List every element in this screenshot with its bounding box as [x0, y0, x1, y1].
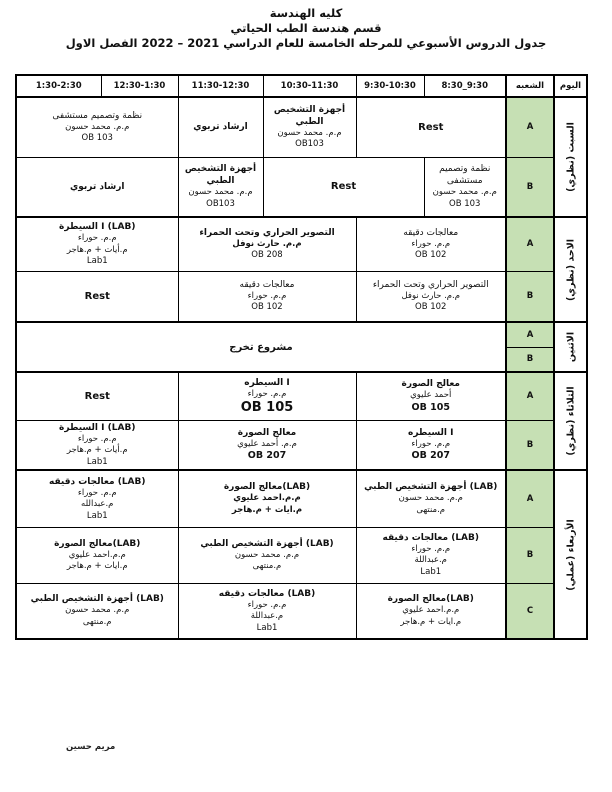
schedule-row [16, 470, 587, 527]
course-cell [356, 217, 506, 271]
section-cell: A [506, 372, 554, 420]
day-label: السبت (نظري) [565, 122, 576, 192]
course-detail: OB 102 [251, 302, 283, 313]
course-title: معالج الصورة(LAB) [223, 482, 311, 493]
time-header: 10:30-11:30 [263, 75, 356, 97]
schedule-row [16, 271, 587, 322]
course-detail: OB 102 [415, 302, 447, 313]
course-cell [16, 157, 178, 217]
project-label: مشروع تخرج [229, 341, 293, 353]
course-detail: م.أيات + م.هاجر [66, 445, 128, 456]
cell-content [17, 290, 178, 303]
course-detail: OB 103 [81, 133, 113, 144]
schedule-table [15, 74, 588, 640]
day-header: اليوم [554, 75, 587, 97]
day-cell [554, 372, 587, 470]
course-cell [356, 271, 506, 322]
course-detail: م.م. حوراء [77, 487, 117, 498]
course-title: التصوير الحراري وتحت الحمراء [199, 227, 335, 238]
day-label: الاثنين [565, 331, 576, 363]
course-detail: م.م. حارث نوفل [401, 290, 461, 301]
rest-label: Rest [84, 390, 110, 402]
section-cell: A [506, 322, 554, 347]
course-title: أجهزة التشخيص الطبي (LAB) [200, 538, 334, 549]
cell-content [17, 341, 505, 354]
course-cell [356, 470, 506, 527]
course-detail: OB 103 [449, 198, 481, 209]
cell-content [264, 103, 356, 152]
cell-content [17, 592, 178, 629]
course-detail: م.م. حوراء [411, 543, 451, 554]
course-cell [16, 527, 178, 583]
course-title: أجهزة التشخيص الطبي [184, 164, 257, 187]
section-cell: A [506, 217, 554, 271]
section-cell: B [506, 527, 554, 583]
time-header: 11:30-12:30 [178, 75, 263, 97]
course-title: معالج الصورة(LAB) [54, 538, 141, 549]
cell-content [357, 480, 506, 517]
course-cell [178, 217, 356, 271]
cell-content [17, 475, 178, 524]
course-title: معالجات دقيقه [239, 279, 295, 290]
course-room: OB 207 [247, 450, 287, 462]
course-cell [424, 157, 506, 217]
course-detail: م.م. حوراء [77, 233, 117, 244]
course-detail: م.م. حوراء [247, 388, 287, 399]
rest-label: Rest [84, 290, 110, 302]
course-detail: م.ايات + م.هاجر [400, 616, 462, 627]
cell-content [179, 120, 263, 134]
day-cell [554, 97, 587, 217]
schedule-row [16, 527, 587, 583]
course-detail: م.م. محمد حسون [398, 493, 463, 504]
section-cell: A [506, 97, 554, 157]
course-cell [263, 97, 356, 157]
cell-content [425, 162, 506, 211]
course-title: نظمة وتصميم مستشفى [439, 164, 491, 187]
day-label: الأربعاء (عملي) [565, 518, 576, 591]
course-cell [178, 527, 356, 583]
course-title: السيطرة I (LAB) [59, 422, 136, 433]
course-title: أجهزة التشخيص الطبي [273, 104, 346, 127]
course-detail: م.م. حوراء [411, 438, 451, 449]
course-cell [178, 470, 356, 527]
rest-label: Rest [330, 181, 357, 193]
day-label: الثلاثاء (نظري) [565, 386, 576, 456]
course-detail: Lab1 [86, 256, 108, 267]
schedule-row [16, 217, 587, 271]
cell-content [179, 376, 356, 417]
course-detail: أحمد عليوي [410, 390, 452, 401]
course-detail: م.م. محمد حسون [234, 549, 300, 560]
course-title: التصوير الحراري وتحت الحمراء [372, 279, 489, 290]
cell-content [179, 426, 356, 464]
schedule-row [16, 97, 587, 157]
course-detail: م.منتهى [416, 504, 446, 515]
course-detail: م.م. محمد حسون [65, 121, 130, 132]
course-cell [16, 470, 178, 527]
cell-content [17, 220, 178, 269]
course-detail: م.م. محمد حسون [432, 187, 497, 198]
course-room: OB 105 [411, 401, 450, 413]
rest-cell [16, 271, 178, 322]
section-cell: B [506, 420, 554, 470]
time-header: 12:30-1:30 [101, 75, 178, 97]
course-detail: Lab1 [86, 510, 108, 521]
course-cell [356, 527, 506, 583]
course-cell [356, 372, 506, 420]
department-title: قسم هندسة الطب الحياتي [230, 21, 382, 35]
course-cell [178, 372, 356, 420]
course-detail: Lab1 [256, 622, 278, 633]
course-room: OB 105 [240, 400, 294, 416]
course-detail: م.أيات + م.هاجر [66, 244, 128, 255]
course-title: معالج الصورة [401, 379, 460, 390]
section-header: الشعبه [506, 75, 554, 97]
time-header: 8:30_9:30 [424, 75, 506, 97]
schedule-row [16, 420, 587, 470]
course-title: معالجات دقيقه (LAB) [382, 532, 479, 543]
course-detail: Lab1 [420, 566, 442, 577]
schedule-row [16, 372, 587, 420]
cell-content [357, 121, 506, 134]
cell-content [179, 480, 356, 517]
course-detail: م.م. أحمد عليوي [237, 438, 297, 449]
course-detail: م.عبدالله [81, 499, 114, 510]
day-cell [554, 217, 587, 322]
cell-content [179, 226, 356, 263]
cell-content [357, 278, 506, 315]
course-detail: OB 102 [415, 250, 447, 261]
cell-content [179, 278, 356, 315]
rest-cell [16, 372, 178, 420]
course-detail: OB103 [295, 139, 324, 150]
day-cell [554, 322, 587, 372]
course-cell [178, 271, 356, 322]
course-detail: م.م. حوراء [247, 599, 287, 610]
course-cell [178, 420, 356, 470]
course-title: أجهزة التشخيص الطبي (LAB) [30, 594, 164, 605]
course-cell [178, 97, 263, 157]
course-detail: م.م. محمد حسون [277, 127, 342, 138]
course-title: معالجات دقيقه (LAB) [218, 588, 316, 599]
section-cell: B [506, 347, 554, 372]
schedule-row [16, 157, 587, 217]
course-room: OB 207 [411, 450, 450, 462]
cell-content [17, 537, 178, 574]
cell-content [357, 592, 506, 629]
course-title: ارشاد تربوي [70, 181, 125, 192]
course-cell [356, 420, 506, 470]
course-cell [16, 420, 178, 470]
section-cell: B [506, 271, 554, 322]
course-title: السيطرة I (LAB) [59, 221, 136, 232]
schedule-title: جدول الدروس الأسبوعي للمرحله الخامسة للعام الدراسي 2021 – 2022 الفصل الاول [65, 36, 547, 50]
cell-content [357, 531, 506, 580]
course-title: أجهزة التشخيص الطبي (LAB) [364, 482, 498, 493]
course-cell [16, 97, 178, 157]
course-title: معالج الصورة [237, 427, 297, 438]
cell-content [357, 426, 506, 464]
course-title: معالجات دقيقه [403, 227, 459, 238]
cell-content [17, 421, 178, 470]
signature: مريم حسين [66, 742, 116, 752]
college-title: كليه الهندسة [269, 6, 343, 20]
schedule-row [16, 583, 587, 639]
day-cell [554, 470, 587, 639]
cell-content [17, 390, 178, 403]
course-detail: م.م. حارث نوفل [232, 238, 302, 249]
course-detail: م.منتهى [82, 616, 112, 627]
cell-content [17, 109, 178, 146]
rest-cell [263, 157, 424, 217]
course-detail: م.م.احمد عليوي [402, 605, 460, 616]
section-cell: A [506, 470, 554, 527]
schedule-row [16, 322, 587, 347]
header-row [16, 75, 587, 97]
course-title: ارشاد تربوي [193, 122, 248, 133]
course-detail: م.م.احمد عليوي [68, 549, 126, 560]
section-cell: B [506, 157, 554, 217]
cell-content [179, 587, 356, 636]
project-cell [16, 322, 506, 372]
course-detail: OB103 [206, 198, 235, 209]
course-detail: م.م. محمد حسون [188, 187, 253, 198]
cell-content [264, 180, 424, 193]
course-detail: Lab1 [86, 456, 108, 467]
time-header: 1:30-2:30 [16, 75, 101, 97]
course-cell [178, 157, 263, 217]
course-detail: OB 208 [251, 250, 283, 261]
course-cell [178, 583, 356, 639]
document-header [0, 6, 612, 51]
course-detail: م.ايات + م.هاجر [231, 504, 303, 515]
course-detail: م.م. حوراء [77, 433, 117, 444]
course-title: معالجات دقيقه (LAB) [49, 476, 146, 487]
course-title: السيطره I [408, 427, 454, 438]
cell-content [357, 377, 506, 415]
course-title: معالج الصورة(LAB) [387, 594, 474, 605]
course-cell [16, 583, 178, 639]
section-cell: C [506, 583, 554, 639]
day-label: الاحد (نظري) [565, 238, 576, 301]
rest-cell [356, 97, 506, 157]
cell-content [17, 180, 178, 194]
cell-content [179, 537, 356, 574]
course-detail: م.م.احمد عليوي [233, 493, 301, 504]
course-detail: م.م. حوراء [411, 238, 451, 249]
course-detail: م.منتهى [252, 561, 282, 572]
course-detail: م.عبداللة [414, 555, 447, 566]
cell-content [357, 226, 506, 263]
course-title: السيطره I [244, 377, 290, 388]
rest-label: Rest [418, 121, 444, 133]
course-cell [16, 217, 178, 271]
course-detail: م.عبداللة [250, 611, 284, 622]
course-detail: م.م. حوراء [247, 290, 287, 301]
course-cell [356, 583, 506, 639]
course-detail: م.م. محمد حسون [65, 605, 130, 616]
time-header: 9:30-10:30 [356, 75, 424, 97]
cell-content [179, 162, 263, 211]
course-detail: م.ايات + م.هاجر [66, 561, 128, 572]
course-title: نظمة وتصميم مستشفى [52, 110, 143, 121]
